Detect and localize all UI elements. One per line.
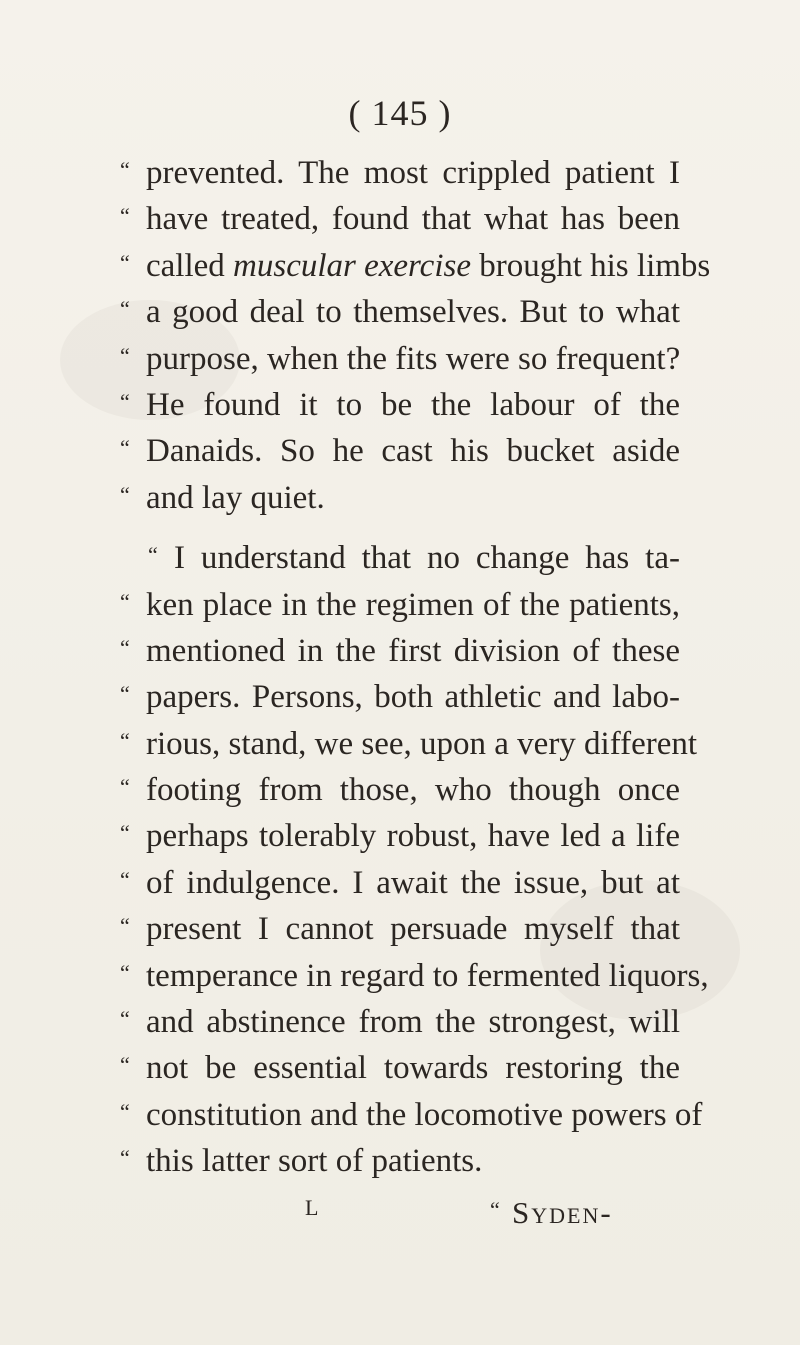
text-line: “ a good deal to themselves. But to what (120, 294, 680, 331)
text-line: “ purpose, when the fits were so frequent? (120, 340, 681, 377)
body-text (120, 155, 711, 1190)
text-line: “ footing from those, who though once (120, 772, 680, 809)
signature-mark: L (305, 1195, 319, 1220)
text-line: “ mentioned in the first division of these (120, 632, 680, 669)
text-line: “ called muscular exercise brought his limbs (120, 247, 711, 284)
text-line: “ and lay quiet. (120, 479, 325, 516)
page-number: ( 145 ) (348, 93, 452, 133)
text-line: “ present I cannot persuade myself that (120, 911, 680, 948)
text-line: “ and abstinence from the strongest, will (120, 1004, 680, 1041)
text-line: “ have treated, found that what has been (120, 201, 680, 238)
page-footer (120, 1195, 680, 1241)
text-line: “ constitution and the locomotive powers of (120, 1096, 703, 1133)
text-line: “ prevented. The most crippled patient I (120, 155, 680, 191)
text-line: “ He found it to be the labour of the (120, 386, 680, 423)
text-line: “ Danaids. So he cast his bucket aside (120, 433, 680, 470)
text-line: “ this latter sort of patients. (120, 1143, 483, 1180)
text-line: “ not be essential towards restoring the (120, 1050, 680, 1087)
text-line: “ perhaps tolerably robust, have led a life (120, 818, 680, 855)
text-line: “ ken place in the regimen of the patients, (120, 586, 680, 623)
text-line: “ papers. Persons, both athletic and labo- (120, 679, 680, 716)
catchword: “ Syden- (490, 1195, 613, 1230)
text-line: “ temperance in regard to fermented liquors, (120, 957, 709, 994)
text-line: “ rious, stand, we see, upon a very different (120, 725, 698, 762)
text-line: “ I understand that no change has ta- (148, 540, 680, 577)
text-line: “ of indulgence. I await the issue, but at (120, 864, 680, 901)
